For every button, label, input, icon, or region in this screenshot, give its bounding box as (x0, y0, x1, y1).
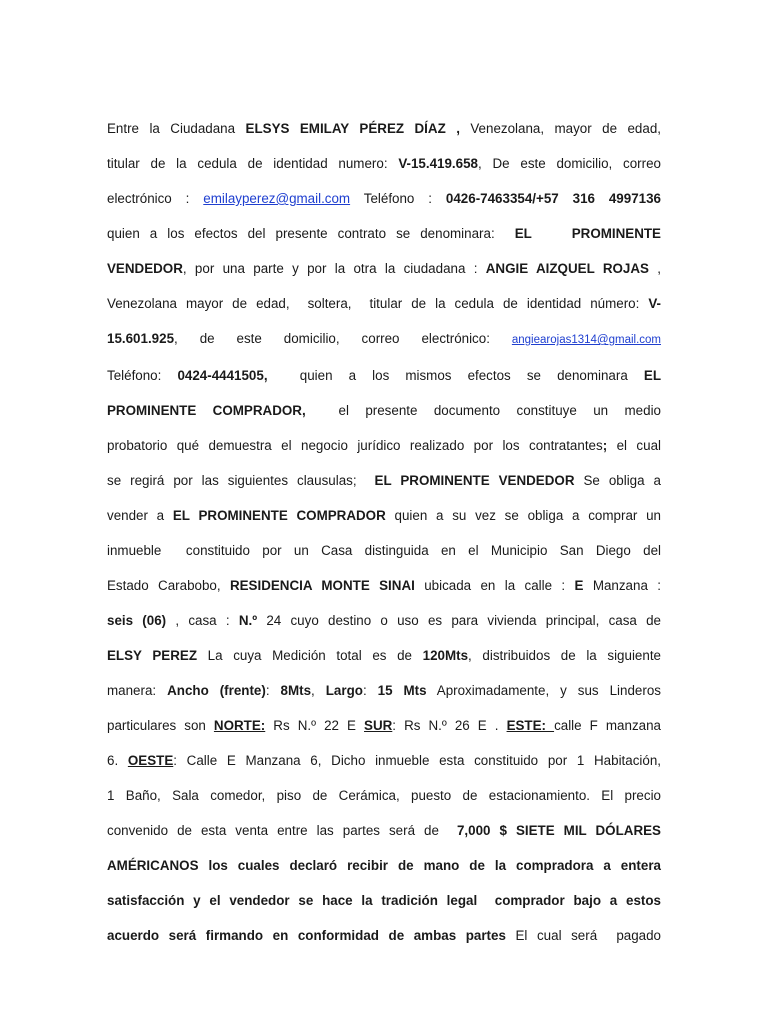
bold-text: 15 Mts (377, 683, 427, 698)
body-text: 1 Baño, Sala comedor, piso de Cerámica, puesto de estacionamiento. El precio (107, 788, 661, 803)
bold-text: ELSY PEREZ (107, 648, 198, 663)
body-text: 24 cuyo destino o uso es para vivienda principal, casa de (257, 613, 661, 628)
bold-text: V- (648, 296, 661, 311)
body-text: : Rs N.º 26 E . (392, 718, 507, 733)
body-text: quien a los efectos del presente contrato se denominara: (107, 226, 515, 241)
body-text: se regirá por las siguientes clausulas; (107, 473, 375, 488)
paragraph-line (107, 576, 661, 596)
paragraph-line (107, 681, 661, 701)
bold-text: seis (06) (107, 613, 167, 628)
body-text: Venezolana mayor de edad, soltera, titular de la cedula de identidad número: (107, 296, 649, 311)
body-text: , de este domicilio, correo electrónico: (174, 331, 512, 346)
paragraph-line (107, 294, 661, 314)
paragraph-line (107, 366, 661, 386)
underlined-bold-text: OESTE (127, 753, 174, 768)
bold-text: AMÉRICANOS los cuales declaró recibir de mano de la compradora a entera (107, 858, 661, 873)
bold-text: Largo (325, 683, 363, 698)
paragraph-line (107, 506, 661, 526)
body-text: manera: (107, 683, 168, 698)
paragraph-line (107, 646, 661, 666)
body-text: Teléfono: (107, 368, 178, 383)
body-text: electrónico : (107, 191, 204, 206)
bold-text: ELSYS EMILAY PÉREZ DÍAZ , (245, 121, 460, 136)
body-text: Estado Carabobo, (107, 578, 230, 593)
body-text: convenido de esta venta entre las partes será de (107, 823, 457, 838)
bold-text: EL PROMINENTE COMPRADOR (172, 508, 386, 523)
bold-text: ANGIE AIZQUEL ROJAS (485, 261, 649, 276)
body-text: particulares son (107, 718, 214, 733)
paragraph-line (107, 716, 661, 736)
email-link[interactable]: angiearojas1314@gmail.com (511, 334, 661, 346)
body-text: : Calle E Manzana 6, Dicho inmueble esta constituido por 1 Habitación, (173, 753, 662, 768)
paragraph-line (107, 436, 661, 456)
paragraph-line (107, 786, 661, 806)
paragraph-line (107, 224, 661, 244)
body-text: , (648, 261, 661, 276)
paragraph-line (107, 119, 661, 139)
underlined-bold-text: SUR (364, 718, 393, 733)
paragraph-line (107, 891, 661, 911)
email-link[interactable]: emilayperez@gmail.com (203, 191, 351, 206)
paragraph-line (107, 821, 661, 841)
bold-text: Ancho (frente) (167, 683, 266, 698)
body-text: ubicada en la calle : (414, 578, 575, 593)
body-text: vender a (107, 508, 173, 523)
body-text: , distribuidos de la siguiente (468, 648, 661, 663)
body-text: , De este domicilio, correo (477, 156, 661, 171)
body-text: La cuya Medición total es de (197, 648, 423, 663)
bold-text: 120Mts (422, 648, 469, 663)
bold-text: PROMINENTE COMPRADOR, (107, 403, 306, 418)
bold-text: acuerdo será firmando en conformidad de ambas partes (107, 928, 506, 943)
paragraph-line (107, 401, 661, 421)
body-text: quien a los mismos efectos se denominara (267, 368, 644, 383)
body-text: , casa : (166, 613, 239, 628)
body-text: Aproximadamente, y sus Linderos (426, 683, 661, 698)
bold-text: 0424-4441505, (177, 368, 268, 383)
body-text: , por una parte y por la otra la ciudadana : (182, 261, 486, 276)
bold-text: 15.601.925 (107, 331, 175, 346)
body-text: inmueble constituido por un Casa distinguida en el Municipio San Diego del (107, 543, 661, 558)
bold-text: ; (602, 438, 608, 453)
body-text: El cual será pagado (505, 928, 661, 943)
bold-text: EL (643, 368, 662, 383)
paragraph-line (107, 329, 661, 350)
bold-text: VENDEDOR (107, 261, 183, 276)
paragraph-line (107, 541, 661, 561)
paragraph-line (107, 751, 661, 771)
bold-text: 7,000 $ SIETE MIL DÓLARES (456, 823, 661, 838)
body-text: : (265, 683, 281, 698)
body-text: Manzana : (583, 578, 661, 593)
paragraph-line (107, 926, 661, 946)
bold-text: V-15.419.658 (398, 156, 478, 171)
body-text: Teléfono : (350, 191, 446, 206)
underlined-bold-text: NORTE: (213, 718, 266, 733)
body-text: el cual (607, 438, 662, 453)
body-text: titular de la cedula de identidad numero: (107, 156, 399, 171)
paragraph-line (107, 259, 661, 279)
bold-text: E (574, 578, 584, 593)
bold-text: EL PROMINENTE VENDEDOR (374, 473, 575, 488)
body-text: Rs N.º 22 E (265, 718, 365, 733)
body-text: quien a su vez se obliga a comprar un (385, 508, 661, 523)
underlined-bold-text: ESTE: (506, 718, 555, 733)
bold-text: EL PROMINENTE (514, 226, 661, 241)
body-text: : (362, 683, 378, 698)
bold-text: N.º (238, 613, 258, 628)
paragraph-line (107, 611, 661, 631)
paragraph-line (107, 189, 661, 209)
paragraph-line (107, 471, 661, 491)
bold-text: RESIDENCIA MONTE SINAI (229, 578, 415, 593)
body-text: calle F manzana (554, 718, 661, 733)
bold-text: 0426-7463354/+57 316 4997136 (445, 191, 661, 206)
body-text: 6. (107, 753, 128, 768)
bold-text: satisfacción y el vendedor se hace la tradición legal comprador bajo a estos (107, 893, 661, 908)
body-text: Se obliga a (574, 473, 661, 488)
body-text: probatorio qué demuestra el negocio jurídico realizado por los contratantes (107, 438, 603, 453)
body-text: Entre la Ciudadana (107, 121, 246, 136)
paragraph-line (107, 856, 661, 876)
body-text: el presente documento constituye un medio (305, 403, 661, 418)
bold-text: 8Mts (280, 683, 312, 698)
paragraph-line (107, 154, 661, 174)
body-text: Venezolana, mayor de edad, (459, 121, 661, 136)
body-text: , (311, 683, 326, 698)
